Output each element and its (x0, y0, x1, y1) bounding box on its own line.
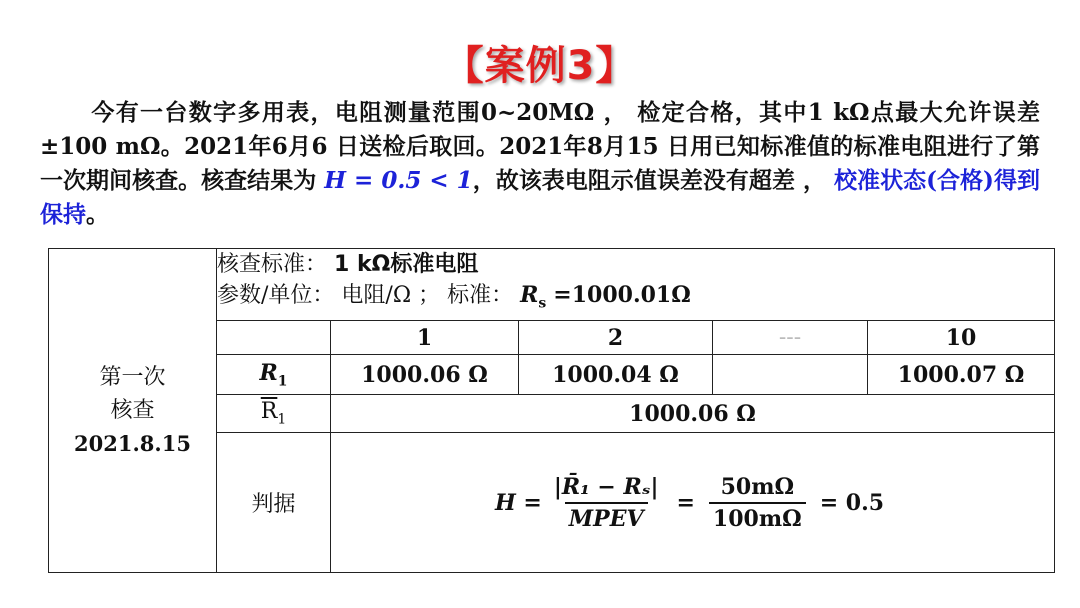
rs-sub: s (538, 295, 547, 312)
standard-label: 核查标准： (217, 252, 328, 278)
check-line-1: 第一次 (99, 365, 166, 390)
std-label: 标准： (447, 283, 514, 309)
r1-label: $R_1$ (217, 355, 331, 395)
formula-lhs: H = (494, 489, 542, 516)
header-empty (217, 321, 331, 355)
formula-num2: 50mΩ (720, 473, 795, 500)
judge-label: 判据 (217, 433, 331, 573)
formula-cell (331, 433, 1055, 573)
param-label: 参数/单位： (217, 283, 335, 309)
desc-part-1: 今有一台数字多用表，电阻测量范围0~20MΩ ， 检定合格，其中1 kΩ点最大允许误差±100 mΩ。2021年6月6 日送检后取回。2021年8月15 日用已知标准值的标准电阻进行了第一次期间核查。核查结果为 (40, 99, 1040, 194)
rs-value: =1000.01Ω (553, 282, 691, 309)
check-table (48, 248, 1055, 573)
formula-frac-2 (709, 474, 806, 532)
standard-value: 1 kΩ标准电阻 (334, 252, 479, 278)
check-line-2: 核查 (110, 398, 155, 423)
page-title: 【案例3】 (443, 43, 637, 89)
formula (331, 474, 1054, 532)
r1-value-2: 1000.04 Ω (519, 355, 713, 395)
formula-den: MPEV (565, 502, 648, 532)
formula-den2: 100mΩ (709, 502, 806, 532)
col-header-1: 1 (331, 321, 519, 355)
desc-part-4: 。 (86, 201, 109, 228)
desc-part-3: 校准状态(合格)得到保持 (40, 167, 1040, 228)
r1-mean-value: 1000.06 Ω (331, 395, 1055, 433)
r1-value-empty (713, 355, 868, 395)
formula-eq2: = 0.5 (819, 489, 885, 516)
formula-frac-1 (550, 474, 663, 532)
h-result: H = 0.5 < 1 (324, 167, 473, 194)
standard-info-cell (217, 249, 1055, 321)
r1-mean-label: $\overline{R}_1$ (217, 395, 331, 433)
param-value: 电阻/Ω ； (341, 283, 441, 309)
formula-num: |R̄₁ − Rₛ| (553, 473, 659, 500)
r1-value-10: 1000.07 Ω (868, 355, 1055, 395)
check-period-cell (49, 249, 217, 573)
desc-part-2: ，故该表电阻示值误差没有超差 ， (472, 167, 827, 194)
r1-value-1: 1000.06 Ω (331, 355, 519, 395)
formula-eq1: = (676, 489, 695, 516)
check-date: 2021.8.15 (74, 431, 191, 456)
case-description (40, 96, 1040, 232)
col-header-2: 2 (519, 321, 713, 355)
col-header-ellipsis: --- (713, 321, 868, 355)
col-header-10: 10 (868, 321, 1055, 355)
rs-symbol: R (520, 282, 539, 309)
